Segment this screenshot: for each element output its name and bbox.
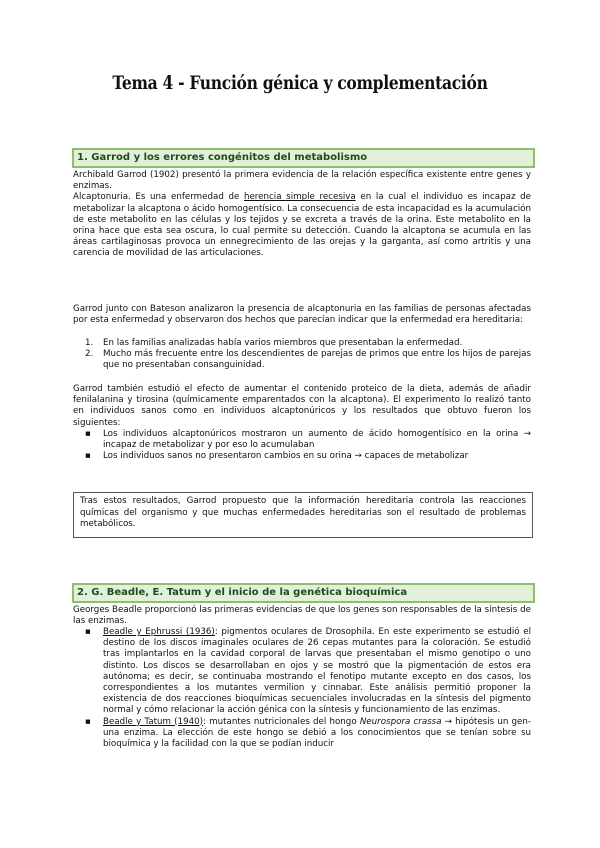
list-item: ▪ Beadle y Ephrussi (1936): pigmentos oculares de Drosophila. En este experimento se estudió el destino de los discos imaginales oculares de 26 cepas mutantes para la coloración. Se estudió tras implantarlos en la cavidad corporal de larvas que presentaban el mismo genotipo o uno distinto. Los discos se desarrollaban en ojos y se mostró que la pigmentación de estos era autónoma; es decir, se continuaba mostrando el fenotipo mutante excepto en dos casos, los correspondientes a los mutantes vermilion y cinnabar. Este análisis permitió proponer la existencia de dos reacciones bioquímicas secuenciales involucradas en la síntesis del pigmento normal y cómo relacionar la acción génica con la síntesis y funcionamiento de las enzimas. — [85, 627, 531, 716]
bullet-icon: ▪ — [85, 451, 91, 462]
bullet-icon: ▪ — [85, 627, 91, 637]
bateson-paragraph: Garrod junto con Bateson analizaron la presencia de alcaptonuria en las familias de personas afectadas por esta enfermedad y observaron dos hechos que parecían indicar que la enfermedad era hereditaria: — [73, 304, 531, 326]
numbered-list — [73, 338, 531, 372]
list-item: 1. En las familias analizadas había varios miembros que presentaban la enfermedad. — [85, 338, 463, 348]
page-title: Tema 4 - Función génica y complementación — [112, 72, 488, 94]
section-heading-garrod: 1. Garrod y los errores congénitos del metabolismo — [72, 148, 535, 168]
intro-paragraph: Archibald Garrod (1902) presentó la primera evidencia de la relación específica existente entre genes y enzimas. — [73, 170, 531, 192]
results-bullet-list — [73, 429, 531, 463]
bullet-icon: ▪ — [85, 716, 91, 727]
list-item: 2. Mucho más frecuente entre los descendientes de parejas de primos que entre los hijos de parejas que no presentaban consanguinidad. — [85, 349, 531, 371]
alcaptonuria-paragraph: Alcaptonuria. Es una enfermedad de herencia simple recesiva en la cual el individuo es incapaz de metabolizar la alcaptona o ácido homogentísico. La consecuencia de esta incapacidad es la acumulación de este metabolito en las células y los tejidos y se excreta a través de la orina. Este metabolito en la orina hace que esta sea oscura, lo cual permite su detección. Cuando la alcaptona se acumula en las áreas cartilaginosas provoca un ennegrecimiento de las orejas y la garganta, así como artritis y una carencia de movilidad de las articulaciones. — [73, 192, 531, 259]
beadle-tatum-ref: Beadle y Tatum (1940) — [103, 716, 204, 727]
list-item: ▪ Beadle y Tatum (1940): mutantes nutricionales del hongo Neurospora crassa → hipótesis un gen-una enzima. La elección de este hongo se debió a los conocimientos que se tenían sobre su bioquímica y la facilidad con la que se podían inducir — [85, 716, 532, 750]
herencia-simple-recesiva-link: herencia simple recesiva — [243, 192, 356, 203]
experiments-bullet-list — [73, 627, 531, 750]
list-item: ▪ Los individuos alcaptonúricos mostraron un aumento de ácido homogentísico en la orina → incapaz de metabolizar y por eso lo acumulaban — [85, 429, 531, 451]
section2-intro: Georges Beadle proporcionó las primeras evidencias de que los genes son responsables de la síntesis de las enzimas. — [73, 605, 531, 627]
species-name: Neurospora crassa — [359, 716, 442, 727]
bullet-icon: ▪ — [85, 429, 91, 439]
beadle-ephrussi-ref: Beadle y Ephrussi (1936) — [103, 627, 215, 637]
list-item: ▪ Los individuos sanos no presentaron cambios en su orina → capaces de metabolizar — [85, 451, 469, 462]
section-heading-beadle-tatum: 2. G. Beadle, E. Tatum y el inicio de la genética bioquímica — [72, 583, 535, 603]
section1-intro — [73, 170, 531, 260]
conclusion-box: Tras estos resultados, Garrod propuesto que la información hereditaria controla las reacciones químicas del organismo y que muchas enfermedades hereditarias son el resultado de problemas metabólicos. — [73, 492, 533, 538]
diet-paragraph: Garrod también estudió el efecto de aumentar el contenido proteico de la dieta, además de añadir fenilalanina y tirosina (químicamente emparentados con la alcaptona). El experimento lo realizó tanto en individuos sanos como en individuos alcaptonúricos y los resultados que obtuvo fueron los siguientes: — [73, 384, 531, 428]
